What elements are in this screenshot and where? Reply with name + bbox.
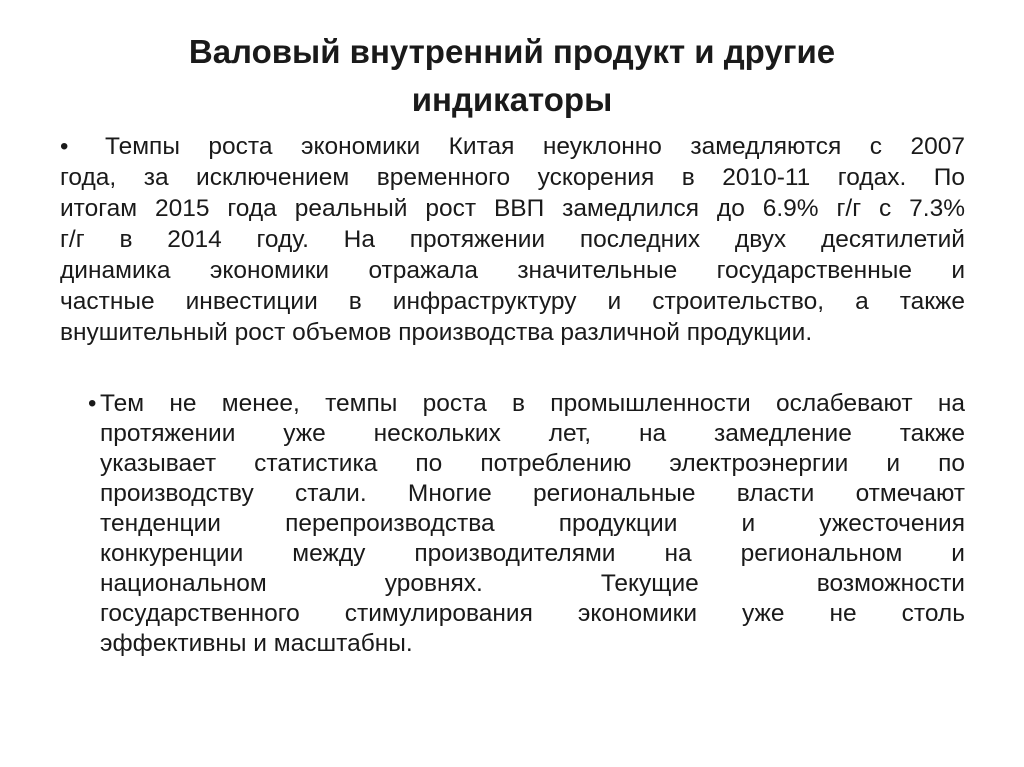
text-line: национальном уровнях. Текущие возможности (100, 570, 965, 597)
text-line: протяжении уже нескольких лет, на замедление также (100, 420, 965, 447)
text-line: динамика экономики отражала значительные государственные и (60, 257, 965, 284)
text-line: эффективны и масштабны. (100, 630, 413, 657)
title-line: индикаторы (411, 81, 613, 118)
paragraph-1 (60, 131, 965, 348)
text-line: итогам 2015 года реальный рост ВВП замедлился до 6.9% г/г с 7.3% (60, 195, 965, 222)
title-line: Валовый внутренний продукт и другие (188, 33, 836, 70)
bullet-icon: • (88, 390, 97, 417)
text-line: Тем не менее, темпы роста в промышленности ослабевают на (100, 390, 965, 417)
slide-title (0, 28, 1024, 124)
text-line: указывает статистика по потреблению электроэнергии и по (100, 450, 965, 477)
text-line: Темпы роста экономики Китая неуклонно замедляются с 2007 (105, 133, 965, 160)
text-line: года, за исключением временного ускорения в 2010-11 годах. По (60, 164, 965, 191)
text-line: г/г в 2014 году. На протяжении последних двух десятилетий (60, 226, 965, 253)
text-line: конкуренции между производителями на региональном и (100, 540, 965, 567)
paragraph-2 (100, 389, 965, 659)
text-line: производству стали. Многие региональные власти отмечают (100, 480, 965, 507)
text-line: частные инвестиции в инфраструктуру и строительство, а также (60, 288, 965, 315)
text-line: внушительный рост объемов производства различной продукции. (60, 319, 813, 346)
text-line: государственного стимулирования экономики уже не столь (100, 600, 965, 627)
text-line: тенденции перепроизводства продукции и ужесточения (100, 510, 965, 537)
bullet-icon: • (60, 133, 69, 160)
